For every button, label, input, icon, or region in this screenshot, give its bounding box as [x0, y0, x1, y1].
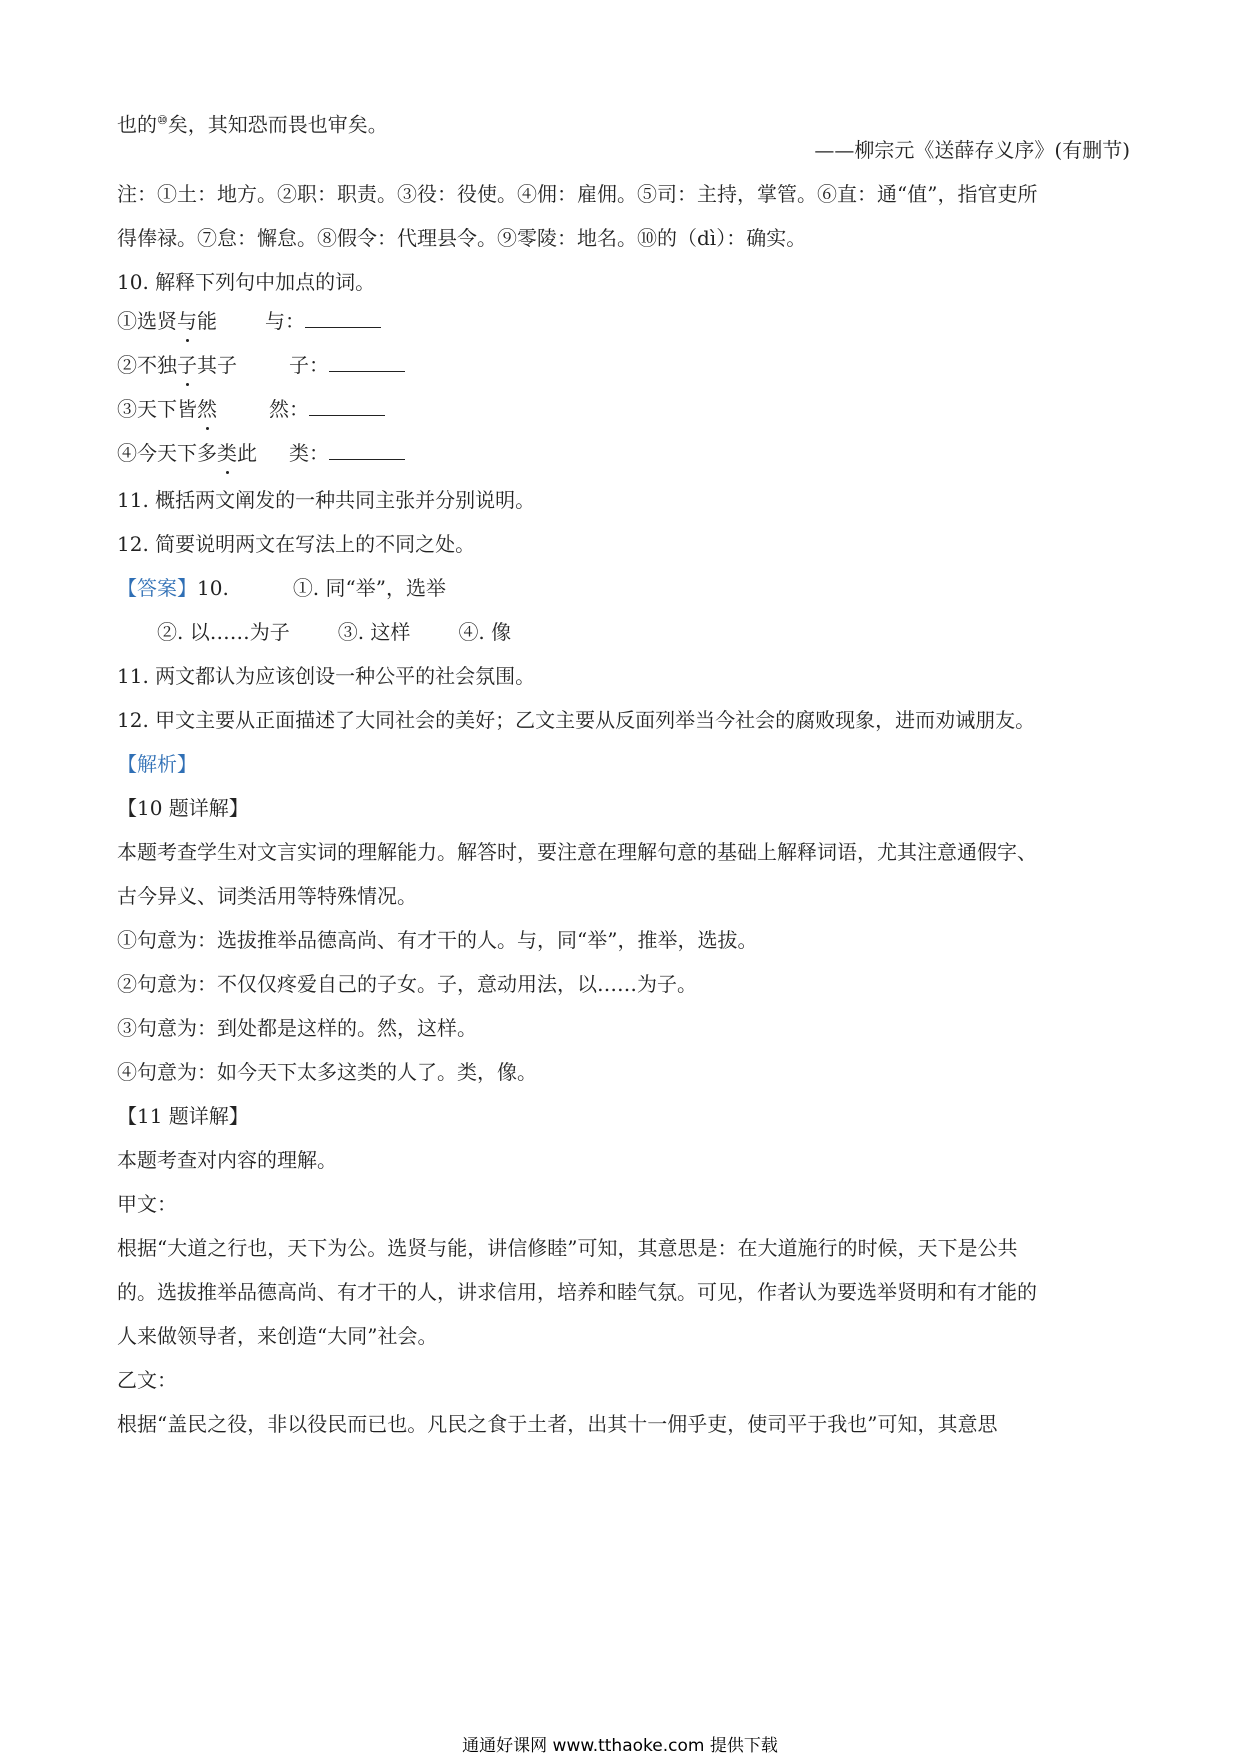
- item-text: ③天下皆: [117, 397, 197, 421]
- answer-number: 10.: [197, 576, 229, 600]
- answer-blank: [329, 353, 405, 372]
- answer-blank: [309, 397, 385, 416]
- analysis-jia-line-1: 根据“大道之行也，天下为公。选贤与能，讲信修睦”可知，其意思是：在大道施行的时候，天下是公共: [117, 1236, 1018, 1260]
- answer-item: ①. 同“举”，选举: [292, 576, 446, 600]
- item-text: 其子: [197, 353, 237, 377]
- dotted-char: 类: [217, 441, 237, 465]
- dotted-char: 然: [197, 397, 217, 421]
- analysis-10-explain-3: ③句意为：到处都是这样的。然，这样。: [117, 1016, 477, 1040]
- answer-10-line-1: [117, 574, 446, 602]
- answer-item: ④. 像: [458, 620, 512, 644]
- answer-item: ③. 这样: [337, 620, 411, 644]
- item-text: 此: [237, 441, 257, 465]
- notes-line-1: 注：①土：地方。②职：职责。③役：役使。④佣：雇佣。⑤司：主持，掌管。⑥直：通“值”，指官吏所: [117, 182, 1038, 206]
- analysis-11-para: 本题考查对内容的理解。: [117, 1148, 337, 1172]
- item-text: ④今天下多: [117, 441, 217, 465]
- dotted-char: 子: [177, 353, 197, 377]
- analysis-10-explain-2: ②句意为：不仅仅疼爱自己的子女。子，意动用法，以……为子。: [117, 972, 697, 996]
- answer-blank: [329, 441, 405, 460]
- passage-line-end: [117, 106, 388, 139]
- analysis-10-explain-4: ④句意为：如今天下太多这类的人了。类，像。: [117, 1060, 537, 1084]
- item-label: 与：: [265, 309, 305, 333]
- dotted-char: 与: [177, 309, 197, 333]
- notes-line-2: 得俸禄。⑦怠：懈怠。⑧假令：代理县令。⑨零陵：地名。⑩的（dì）：确实。: [117, 226, 807, 250]
- analysis-jia-label: 甲文：: [117, 1192, 177, 1216]
- item-text: 能: [197, 309, 217, 333]
- analysis-jia-line-2: 的。选拔推举品德高尚、有才干的人，讲求信用，培养和睦气氛。可见，作者认为要选举贤明和有才能的: [117, 1280, 1037, 1304]
- item-text: ②不独: [117, 353, 177, 377]
- text-segment: 矣，其知恐而畏也审矣。: [167, 112, 388, 137]
- analysis-10-para-1: 本题考查学生对文言实词的理解能力。解答时，要注意在理解句意的基础上解释词语，尤其注意通假字、: [117, 840, 1037, 864]
- analysis-jia-line-3: 人来做领导者，来创造“大同”社会。: [117, 1324, 438, 1348]
- answer-11: 11. 两文都认为应该创设一种公平的社会氛围。: [117, 664, 536, 688]
- question-10-item-1: [117, 307, 381, 335]
- analysis-11-heading: 【11 题详解】: [117, 1104, 249, 1128]
- question-11: 11. 概括两文阐发的一种共同主张并分别说明。: [117, 488, 536, 512]
- answer-blank: [305, 309, 381, 328]
- item-text: ①选贤: [117, 309, 177, 333]
- question-10-item-3: [117, 395, 385, 423]
- text-segment: 也的: [117, 112, 157, 137]
- note-ref: ⑩: [157, 113, 168, 127]
- analysis-yi-label: 乙文：: [117, 1368, 177, 1392]
- question-10-item-2: [117, 351, 405, 379]
- page-footer: 通通好课网 www.tthaoke.com 提供下载: [462, 1736, 778, 1756]
- item-label: 子：: [289, 353, 329, 377]
- question-10-title: 10. 解释下列句中加点的词。: [117, 270, 376, 294]
- analysis-10-explain-1: ①句意为：选拔推举品德高尚、有才干的人。与，同“举”，推举，选拔。: [117, 928, 758, 952]
- analysis-yi-line-1: 根据“盖民之役，非以役民而已也。凡民之食于土者，出其十一佣乎吏，使司平于我也”可知，其意思: [117, 1412, 998, 1436]
- analysis-tag: 【解析】: [117, 752, 197, 776]
- answer-10-line-2: [157, 618, 511, 646]
- answer-item: ②. 以……为子: [157, 620, 290, 644]
- analysis-10-para-2: 古今异义、词类活用等特殊情况。: [117, 884, 417, 908]
- item-label: 类：: [289, 441, 329, 465]
- question-12: 12. 简要说明两文在写法上的不同之处。: [117, 532, 476, 556]
- analysis-10-heading: 【10 题详解】: [117, 796, 249, 820]
- passage-source: ——柳宗元《送薛存义序》(有删节): [814, 138, 1130, 162]
- item-label: 然：: [269, 397, 309, 421]
- question-10-item-4: [117, 439, 405, 467]
- answer-12: 12. 甲文主要从正面描述了大同社会的美好；乙文主要从反面列举当今社会的腐败现象，进而劝诫朋友。: [117, 708, 1036, 732]
- answer-tag: 【答案】: [117, 576, 197, 600]
